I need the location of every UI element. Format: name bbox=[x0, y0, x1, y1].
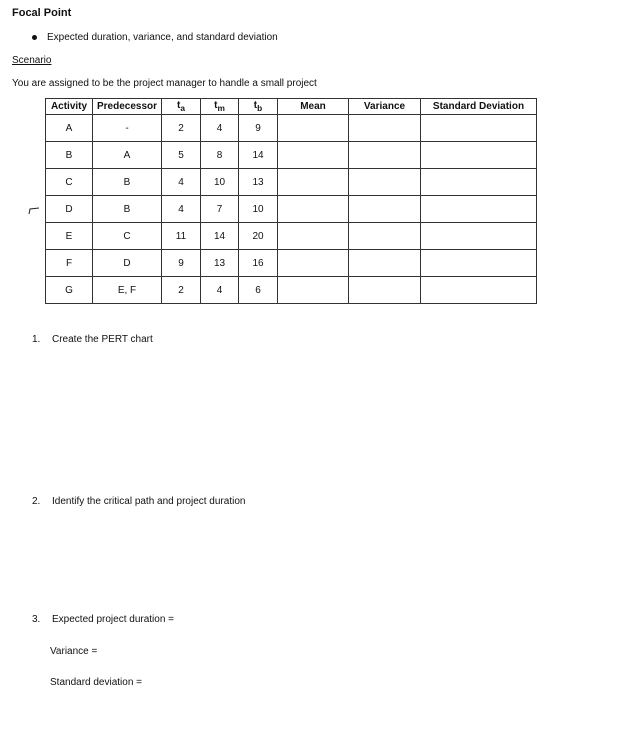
intro-text: You are assigned to be the project manager to handle a small project bbox=[12, 78, 317, 89]
bullet-text: Expected duration, variance, and standard deviation bbox=[47, 32, 278, 43]
col-header-standard-deviation: Standard Deviation bbox=[421, 99, 537, 115]
cell-predecessor: B bbox=[93, 169, 162, 196]
cell-activity: B bbox=[46, 142, 93, 169]
col-header-activity: Activity bbox=[46, 99, 93, 115]
cell-variance bbox=[349, 142, 421, 169]
scenario-heading: Scenario bbox=[12, 55, 52, 66]
col-header-ta: $t_a$ bbox=[162, 99, 201, 115]
pen-mark-icon bbox=[28, 207, 40, 215]
cell-standard-deviation bbox=[421, 115, 537, 142]
cell-standard-deviation bbox=[421, 169, 537, 196]
cell-ta: 4 bbox=[162, 196, 201, 223]
cell-variance bbox=[349, 169, 421, 196]
cell-mean bbox=[278, 250, 349, 277]
cell-mean bbox=[278, 169, 349, 196]
col-header-tm: $t_m$ bbox=[201, 99, 239, 115]
col-header-predecessor: Predecessor bbox=[93, 99, 162, 115]
cell-tb: 14 bbox=[239, 142, 278, 169]
cell-variance bbox=[349, 196, 421, 223]
cell-tm: 8 bbox=[201, 142, 239, 169]
cell-tb: 9 bbox=[239, 115, 278, 142]
cell-mean bbox=[278, 115, 349, 142]
cell-predecessor: A bbox=[93, 142, 162, 169]
cell-tm: 4 bbox=[201, 277, 239, 304]
cell-ta: 2 bbox=[162, 277, 201, 304]
table-row bbox=[46, 250, 537, 277]
table-row bbox=[46, 169, 537, 196]
cell-predecessor: D bbox=[93, 250, 162, 277]
cell-mean bbox=[278, 277, 349, 304]
cell-predecessor: C bbox=[93, 223, 162, 250]
cell-activity: G bbox=[46, 277, 93, 304]
table-header-row bbox=[46, 99, 537, 115]
variance-label: Variance = bbox=[50, 646, 98, 657]
cell-ta: 5 bbox=[162, 142, 201, 169]
cell-ta: 9 bbox=[162, 250, 201, 277]
table-row bbox=[46, 196, 537, 223]
bullet-item bbox=[32, 32, 278, 43]
cell-ta: 4 bbox=[162, 169, 201, 196]
col-header-variance: Variance bbox=[349, 99, 421, 115]
cell-variance bbox=[349, 277, 421, 304]
cell-variance bbox=[349, 223, 421, 250]
question-1: 1. Create the PERT chart bbox=[32, 334, 153, 345]
cell-tm: 13 bbox=[201, 250, 239, 277]
cell-mean bbox=[278, 223, 349, 250]
activity-table bbox=[45, 98, 537, 304]
cell-tb: 6 bbox=[239, 277, 278, 304]
table-row bbox=[46, 223, 537, 250]
cell-standard-deviation bbox=[421, 223, 537, 250]
cell-tm: 14 bbox=[201, 223, 239, 250]
cell-tb: 20 bbox=[239, 223, 278, 250]
cell-variance bbox=[349, 115, 421, 142]
cell-tb: 16 bbox=[239, 250, 278, 277]
cell-mean bbox=[278, 196, 349, 223]
cell-standard-deviation bbox=[421, 196, 537, 223]
cell-predecessor: B bbox=[93, 196, 162, 223]
cell-tb: 13 bbox=[239, 169, 278, 196]
table-row bbox=[46, 115, 537, 142]
cell-standard-deviation bbox=[421, 142, 537, 169]
cell-ta: 11 bbox=[162, 223, 201, 250]
cell-activity: C bbox=[46, 169, 93, 196]
cell-standard-deviation bbox=[421, 250, 537, 277]
cell-activity: F bbox=[46, 250, 93, 277]
question-3: 3. Expected project duration = bbox=[32, 614, 175, 625]
col-header-tb: $t_b$ bbox=[239, 99, 278, 115]
table-row bbox=[46, 142, 537, 169]
cell-tm: 10 bbox=[201, 169, 239, 196]
cell-standard-deviation bbox=[421, 277, 537, 304]
bullet-icon bbox=[32, 35, 37, 40]
cell-tb: 10 bbox=[239, 196, 278, 223]
page-title: Focal Point bbox=[12, 7, 72, 19]
col-header-mean: Mean bbox=[278, 99, 349, 115]
table-row bbox=[46, 277, 537, 304]
cell-mean bbox=[278, 142, 349, 169]
question-2: 2. Identify the critical path and project duration bbox=[32, 496, 246, 507]
cell-tm: 4 bbox=[201, 115, 239, 142]
cell-activity: E bbox=[46, 223, 93, 250]
cell-activity: A bbox=[46, 115, 93, 142]
cell-variance bbox=[349, 250, 421, 277]
cell-tm: 7 bbox=[201, 196, 239, 223]
cell-ta: 2 bbox=[162, 115, 201, 142]
stddev-label: Standard deviation = bbox=[50, 677, 143, 688]
cell-predecessor: - bbox=[93, 115, 162, 142]
cell-predecessor: E, F bbox=[93, 277, 162, 304]
cell-activity: D bbox=[46, 196, 93, 223]
